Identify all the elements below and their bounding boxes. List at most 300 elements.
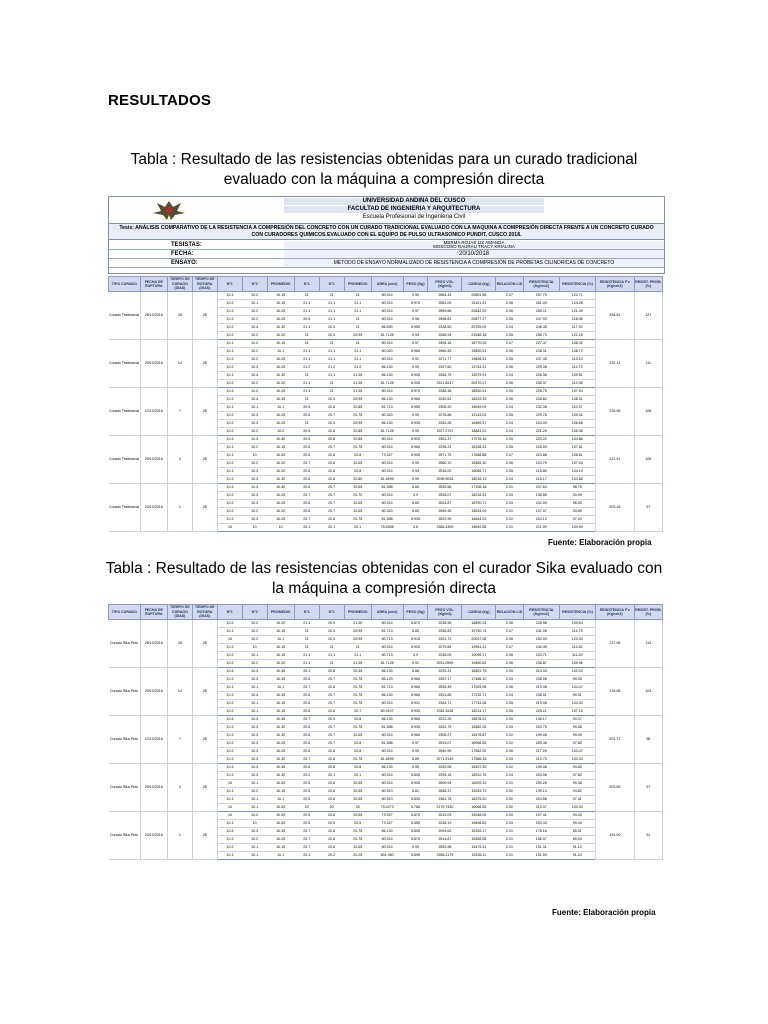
table-cell: 186.97 — [523, 836, 559, 844]
table-cell: 20.6 — [319, 708, 344, 716]
table-cell: 20.80 — [344, 476, 371, 484]
table-cell: 2522.99 — [428, 516, 462, 524]
column-header: PROMEDIO — [267, 277, 294, 292]
table-cell: 10.3 — [242, 484, 267, 492]
table-cell: 217.29 — [523, 748, 559, 756]
table-cell: 10.1 — [267, 684, 294, 692]
table-cell: 20.8 — [319, 516, 344, 524]
table-cell: 198.55 — [523, 492, 559, 500]
table-cell: 255.11 — [523, 308, 559, 316]
table-cell: 10.15 — [267, 652, 294, 660]
table-cell: 15933.79 — [462, 788, 496, 796]
table-cell: 114.75 — [559, 364, 595, 372]
column-header: N°1 — [217, 605, 242, 620]
table-cell: 20.9 — [294, 316, 319, 324]
group-summary-cell: 111 — [634, 340, 662, 388]
table-cell: 20.55 — [344, 780, 371, 788]
table-cell: 801.080 — [371, 852, 403, 860]
group-cell: 26/10/2018 — [140, 292, 167, 340]
table-cell: 223.88 — [523, 452, 559, 460]
table-cell: 204.56 — [523, 796, 559, 804]
table-cell: 20.55 — [344, 812, 371, 820]
table-cell: 21.1 — [319, 300, 344, 308]
table-cell: 10.4 — [217, 668, 242, 676]
table-cell: 10.09 — [267, 812, 294, 820]
table-cell: 15458.56 — [462, 836, 496, 844]
table-cell: 200.75 — [523, 724, 559, 732]
column-header: N°1 — [217, 277, 242, 292]
group-cell: 26/10/2018 — [140, 620, 167, 668]
table-cell: 20.75 — [344, 412, 371, 420]
group-cell: Curado Sika Perú — [109, 716, 141, 764]
table-cell: 10.25 — [267, 356, 294, 364]
table-cell: 10.1 — [217, 820, 242, 828]
table-cell: 10.3 — [217, 308, 242, 316]
table-cell: 122.71 — [559, 292, 595, 300]
table-cell: 5.905 — [403, 452, 428, 460]
table-cell: 10.35 — [267, 676, 294, 684]
table-cell: 20.6 — [319, 788, 344, 796]
table-cell: 10.2 — [242, 356, 267, 364]
table-cell: 17734.08 — [462, 700, 496, 708]
table-cell: 240.49 — [523, 644, 559, 652]
table-cell: 95.36 — [559, 780, 595, 788]
table-cell: 10.15 — [267, 708, 294, 716]
column-header: N°2 — [319, 605, 344, 620]
table-cell: 20270.27 — [462, 380, 496, 388]
table-cell: 10.3 — [242, 668, 267, 676]
table-cell: 21.1 — [344, 356, 371, 364]
table-cell: 20.9 — [319, 324, 344, 332]
table-cell: 2.01 — [496, 828, 523, 836]
table-cell: 79.927 — [371, 812, 403, 820]
table-cell: 10 — [217, 780, 242, 788]
table-cell: 224.00 — [523, 420, 559, 428]
table-cell: 21101.23 — [462, 300, 496, 308]
group-summary-cell: 113 — [634, 620, 662, 668]
table-cell: 2.06 — [496, 308, 523, 316]
university-name: UNIVERSIDAD ANDINA DEL CUSCO — [284, 198, 544, 205]
table-cell: 89.04 — [559, 836, 595, 844]
ensayo-label: ENSAYO: — [171, 260, 198, 266]
table-cell: 16209.12 — [462, 780, 496, 788]
table-cell: 10 — [217, 636, 242, 644]
table-cell: 20.45 — [344, 668, 371, 676]
table-cell: 20.2 — [294, 772, 319, 780]
table-cell: 10.4 — [217, 716, 242, 724]
table-cell: 219.38 — [523, 684, 559, 692]
table-cell: 18451.75 — [462, 668, 496, 676]
table-cell: 21.1 — [294, 388, 319, 396]
table-cell: 21.05 — [344, 660, 371, 668]
table-cell: 5.975 — [403, 300, 428, 308]
group-summary-cell: 232.13 — [596, 340, 635, 388]
column-header: PESO VOL. (Kg/m3) — [428, 277, 462, 292]
table-cell: 5.94 — [403, 332, 428, 340]
table-cell: 20.65 — [344, 484, 371, 492]
table-cell: 20.55 — [344, 796, 371, 804]
table-cell: 80.914 — [371, 748, 403, 756]
table-cell: 19450.62 — [462, 660, 496, 668]
table-cell: 21.05 — [344, 380, 371, 388]
table-cell: 2.06 — [496, 364, 523, 372]
table-cell: 20.1 — [319, 524, 344, 532]
column-header: RESISTENCIA F'c (Kg/cm2) — [596, 277, 635, 292]
table-cell: 16476.87 — [462, 732, 496, 740]
table-cell: 2.05 — [496, 468, 523, 476]
table-cell: 20.8 — [319, 452, 344, 460]
table-cell: 102.03 — [559, 668, 595, 676]
table-cell: 93.89 — [559, 508, 595, 516]
table-cell: 10.3 — [217, 436, 242, 444]
table-cell: 10.30 — [267, 436, 294, 444]
table-cell: 20.8 — [319, 436, 344, 444]
table-cell: 96.50 — [559, 500, 595, 508]
table-cell: 2526.49 — [428, 684, 462, 692]
table-cell: 100.33 — [559, 756, 595, 764]
table-cell: 20.6 — [319, 460, 344, 468]
table-cell: 10.2 — [217, 844, 242, 852]
table-cell: 219.08 — [523, 700, 559, 708]
table-cell: 10.3 — [242, 420, 267, 428]
table-cell: 5.965 — [403, 692, 428, 700]
tesistas-row — [109, 241, 664, 250]
table-cell: 20.9 — [294, 404, 319, 412]
column-header: TIEMPO DE CURADO (DIAS) — [167, 277, 192, 292]
table-cell: 20.7 — [319, 412, 344, 420]
table-cell: 10.2 — [217, 620, 242, 628]
table-cell: 97.41 — [559, 796, 595, 804]
table-cell: 10.1 — [217, 684, 242, 692]
table-cell: 10.2 — [242, 508, 267, 516]
group-summary-cell: 203.16 — [596, 484, 635, 532]
table-cell: 18065.71 — [462, 468, 496, 476]
table-cell: 21 — [294, 636, 319, 644]
table-cell: 10.2 — [242, 316, 267, 324]
group-cell: 28 — [192, 764, 217, 812]
column-header: PESO (Kg) — [403, 277, 428, 292]
table-cell: 226.00 — [523, 444, 559, 452]
table-cell: 108.32 — [559, 340, 595, 348]
table-cell: 18365.30 — [462, 460, 496, 468]
table-cell: 229.38 — [523, 364, 559, 372]
table-cell: 21 — [294, 396, 319, 404]
table-cell: 2460.45 — [428, 348, 462, 356]
table-cell: 236.87 — [523, 660, 559, 668]
column-header: N°1 — [294, 605, 319, 620]
table-cell: 10.3 — [217, 676, 242, 684]
table-cell: 199.13 — [523, 788, 559, 796]
table-cell: 10.2 — [242, 460, 267, 468]
table-cell: 20.8 — [319, 428, 344, 436]
table2-source: Fuente: Elaboración propia — [552, 908, 656, 917]
table-cell: 10.2 — [217, 324, 242, 332]
table-cell: 20037.08 — [462, 636, 496, 644]
table-cell: 120.00 — [559, 636, 595, 644]
table-cell: 10.3 — [217, 732, 242, 740]
table-cell: 10.20 — [267, 660, 294, 668]
table-cell: 211.99 — [523, 524, 559, 532]
table-cell: 10.1 — [217, 796, 242, 804]
table-cell: 2559.86 — [428, 308, 462, 316]
table-cell: 10.1 — [217, 348, 242, 356]
table-cell: 205.46 — [523, 740, 559, 748]
table-cell: 2.08 — [496, 636, 523, 644]
table-cell: 10.3 — [242, 724, 267, 732]
table-cell: 5.965 — [403, 684, 428, 692]
table-cell: 257.70 — [523, 292, 559, 300]
table-cell: 2.03 — [496, 500, 523, 508]
table-cell: 80.914 — [371, 844, 403, 852]
table-cell: 5.65 — [403, 508, 428, 516]
table-cell: 2.05 — [496, 332, 523, 340]
table-row — [109, 716, 663, 724]
table-cell: 10.3 — [242, 436, 267, 444]
table-cell: 10.2 — [217, 364, 242, 372]
table-cell: 81.7128 — [371, 428, 403, 436]
table-cell: 226.82 — [523, 396, 559, 404]
table-cell: 2.06 — [496, 380, 523, 388]
table-cell: 20.8 — [319, 756, 344, 764]
table-cell: 19744.91 — [462, 364, 496, 372]
table-cell: 20.75 — [344, 444, 371, 452]
table-cell: 6.005 — [403, 380, 428, 388]
table-cell: 20.7 — [294, 756, 319, 764]
table-cell: 2256.83 — [428, 628, 462, 636]
table-cell: 5.99 — [403, 476, 428, 484]
table-cell: 21 — [294, 644, 319, 652]
table-cell: 107.04 — [559, 460, 595, 468]
table-cell: 10.1 — [217, 292, 242, 300]
table-cell: 2.06 — [496, 748, 523, 756]
table-cell: 20.65 — [344, 732, 371, 740]
table-cell: 10.2 — [217, 332, 242, 340]
table-cell: 5.925 — [403, 436, 428, 444]
table-cell: 20851.56 — [462, 292, 496, 300]
table-cell: 2.03 — [496, 676, 523, 684]
table-cell: 18214.17 — [462, 708, 496, 716]
table-cell: 20.8 — [319, 684, 344, 692]
table-cell: 20.7 — [294, 828, 319, 836]
group-cell: Curado Sika Perú — [109, 812, 141, 860]
table-cell: 20.8 — [294, 740, 319, 748]
table-cell: 81.558 — [371, 740, 403, 748]
table-cell: 10.2 — [242, 836, 267, 844]
table-cell: 104.47 — [559, 684, 595, 692]
table-cell: 21.1 — [294, 348, 319, 356]
table-cell: 10.2 — [217, 492, 242, 500]
table-cell: 78.5398 — [371, 524, 403, 532]
table-cell: 10.15 — [267, 300, 294, 308]
table-cell: 2294.15 — [428, 772, 462, 780]
column-header: FECHA DE RUPTURA — [140, 277, 167, 292]
table-cell: 107.61 — [559, 444, 595, 452]
table-cell: 21 — [294, 628, 319, 636]
table1-title: Tabla : Resultado de las resistencias obtenidas para un curado tradicional evaluado con la máquina a compresión directa — [130, 151, 638, 188]
table-cell: 5.905 — [403, 372, 428, 380]
table-cell: 10.1 — [242, 684, 267, 692]
group-cell: 1 — [167, 484, 192, 532]
table-cell: 2.04 — [496, 372, 523, 380]
table-cell: 10.30 — [267, 756, 294, 764]
table-cell: 10.3 — [217, 692, 242, 700]
table-cell: 20.25 — [344, 852, 371, 860]
table-cell: 10.20 — [267, 380, 294, 388]
table-cell: 86.130 — [371, 372, 403, 380]
table-cell: 21.1 — [294, 300, 319, 308]
table-cell: 20.8 — [344, 716, 371, 724]
table-cell: 97.20 — [559, 516, 595, 524]
table-cell: 20.7 — [294, 460, 319, 468]
table-cell: 2261.79 — [428, 724, 462, 732]
table-cell: 10.1 — [242, 700, 267, 708]
table-cell: 10.3 — [242, 676, 267, 684]
table-cell: 20.95 — [344, 636, 371, 644]
table-cell: 10.2 — [217, 380, 242, 388]
table-cell: 80.913 — [371, 788, 403, 796]
table-cell: 20.5 — [294, 796, 319, 804]
table-cell: 2249.51 — [428, 396, 462, 404]
table-cell: 2.03 — [496, 756, 523, 764]
table-cell: 17486.10 — [462, 676, 496, 684]
table-cell: 10.30 — [267, 724, 294, 732]
table-cell: 225.11 — [523, 708, 559, 716]
group-cell: Curado Tradicional — [109, 388, 141, 436]
table-cell: 208.06 — [523, 676, 559, 684]
table-cell: 117.30 — [559, 324, 595, 332]
table-cell: 10.20 — [267, 460, 294, 468]
table-cell: 10.15 — [267, 292, 294, 300]
table-cell: 2.01 — [496, 844, 523, 852]
table-cell: 10.3 — [217, 644, 242, 652]
table-cell: 20.7 — [319, 676, 344, 684]
table-cell: 10.35 — [267, 764, 294, 772]
table-cell: 98.78 — [559, 484, 595, 492]
group-summary-cell: 121 — [634, 292, 662, 340]
table-cell: 2245.19 — [428, 820, 462, 828]
table-cell: 2564.44 — [428, 292, 462, 300]
table-cell: 2.05 — [496, 316, 523, 324]
group-summary-cell: 97 — [634, 484, 662, 532]
table-cell: 20.9 — [294, 436, 319, 444]
ensayo-value: METODO DE ENSAYO NORMALIZADO DE RESISTENCIA A COMPRESIÓN DE PROBETAS CILINDRICAS DE CONCRETO — [284, 259, 664, 267]
table-cell: 10.25 — [267, 316, 294, 324]
table-cell: 10 — [242, 820, 267, 828]
table-cell: 2293.31 — [428, 668, 462, 676]
table-cell: 86.590 — [371, 324, 403, 332]
table-cell: 10.1 — [242, 852, 267, 860]
table-cell: 5.935 — [403, 420, 428, 428]
table-cell: 2267.17 — [428, 676, 462, 684]
table-cell: 191.59 — [523, 852, 559, 860]
group-summary-cell: 191.00 — [596, 812, 635, 860]
table-cell: 10.4 — [242, 324, 267, 332]
group-cell: Curado Tradicional — [109, 436, 141, 484]
table-cell: 81.7128 — [371, 660, 403, 668]
table-cell: 2.05 — [496, 444, 523, 452]
table-cell: 10.2 — [242, 444, 267, 452]
table-cell: 10.2 — [217, 748, 242, 756]
table-cell: 20.9 — [319, 332, 344, 340]
group-cell: Curado Tradicional — [109, 340, 141, 388]
table-cell: 10.30 — [267, 324, 294, 332]
table-cell: 10.2 — [242, 628, 267, 636]
table-cell: 20.3 — [294, 852, 319, 860]
table-cell: 94.80 — [559, 764, 595, 772]
table-cell: 86.130 — [371, 692, 403, 700]
table-cell: 5.975 — [403, 388, 428, 396]
table-cell: 208.01 — [523, 692, 559, 700]
table-cell: 2.06 — [496, 460, 523, 468]
group-cell: 28 — [192, 716, 217, 764]
table-cell: 20.75 — [344, 836, 371, 844]
table-cell: 10.2 — [242, 380, 267, 388]
table-cell: 80.914 — [371, 308, 403, 316]
table-cell: 2.02 — [496, 732, 523, 740]
table-cell: 2.04 — [496, 772, 523, 780]
table-cell: 19143.03 — [462, 412, 496, 420]
table-cell: 5.91 — [403, 660, 428, 668]
table-cell: 10.3 — [217, 396, 242, 404]
table-cell: 16634.09 — [462, 508, 496, 516]
table1-data — [108, 276, 663, 532]
group-summary-cell: 106 — [634, 436, 662, 484]
table-cell: 20.6 — [294, 732, 319, 740]
table-cell: 10.35 — [267, 692, 294, 700]
column-header: RESIST. PROM. (%) — [634, 605, 662, 620]
table-cell: 218.80 — [523, 468, 559, 476]
table-cell: 10.2 — [242, 340, 267, 348]
table-cell: 238.31 — [523, 348, 559, 356]
table-cell: 10.3 — [217, 772, 242, 780]
table1-header-block — [108, 196, 665, 274]
table-cell: 20.7 — [319, 692, 344, 700]
column-header: AREA (cm2) — [371, 277, 403, 292]
table-cell: 109.96 — [559, 660, 595, 668]
table-cell: 2295.9034 — [428, 476, 462, 484]
table-cell: 10.05 — [267, 452, 294, 460]
table-cell: 80.9107 — [371, 708, 403, 716]
column-header: TIEMPO DE ROTURA (DIAS) — [192, 277, 217, 292]
table-cell: 2212.03 — [428, 812, 462, 820]
table-cell: 2.01 — [496, 524, 523, 532]
table-cell: 21.1 — [319, 652, 344, 660]
table-cell: 80.713 — [371, 652, 403, 660]
table-cell: 2.06 — [496, 348, 523, 356]
table-cell: 108.01 — [559, 396, 595, 404]
table-cell: 10.2 — [217, 500, 242, 508]
table-cell: 5.81 — [403, 788, 428, 796]
table-cell: 21 — [319, 388, 344, 396]
table-cell: 80.320 — [371, 412, 403, 420]
table-cell: 80.914 — [371, 620, 403, 628]
table-cell: 2530.56 — [428, 484, 462, 492]
table-cell: 10 — [242, 644, 267, 652]
table-cell: 10.2 — [217, 412, 242, 420]
faculty-name: FACULTAD DE INGENIERIA Y ARQUITECTURA — [284, 206, 544, 213]
table-cell: 20.7 — [319, 444, 344, 452]
group-cell: 28 — [192, 388, 217, 436]
table-cell: 10.2 — [217, 420, 242, 428]
table-cell: 10.3 — [242, 764, 267, 772]
table-cell: 10.2 — [242, 292, 267, 300]
table-cell: 10.2 — [242, 428, 267, 436]
table-cell: 10.35 — [267, 828, 294, 836]
table-cell: 20.75 — [344, 724, 371, 732]
table-cell: 2251.0599 — [428, 660, 462, 668]
table-cell: 20.7 — [319, 732, 344, 740]
table-cell: 2540.99 — [428, 748, 462, 756]
